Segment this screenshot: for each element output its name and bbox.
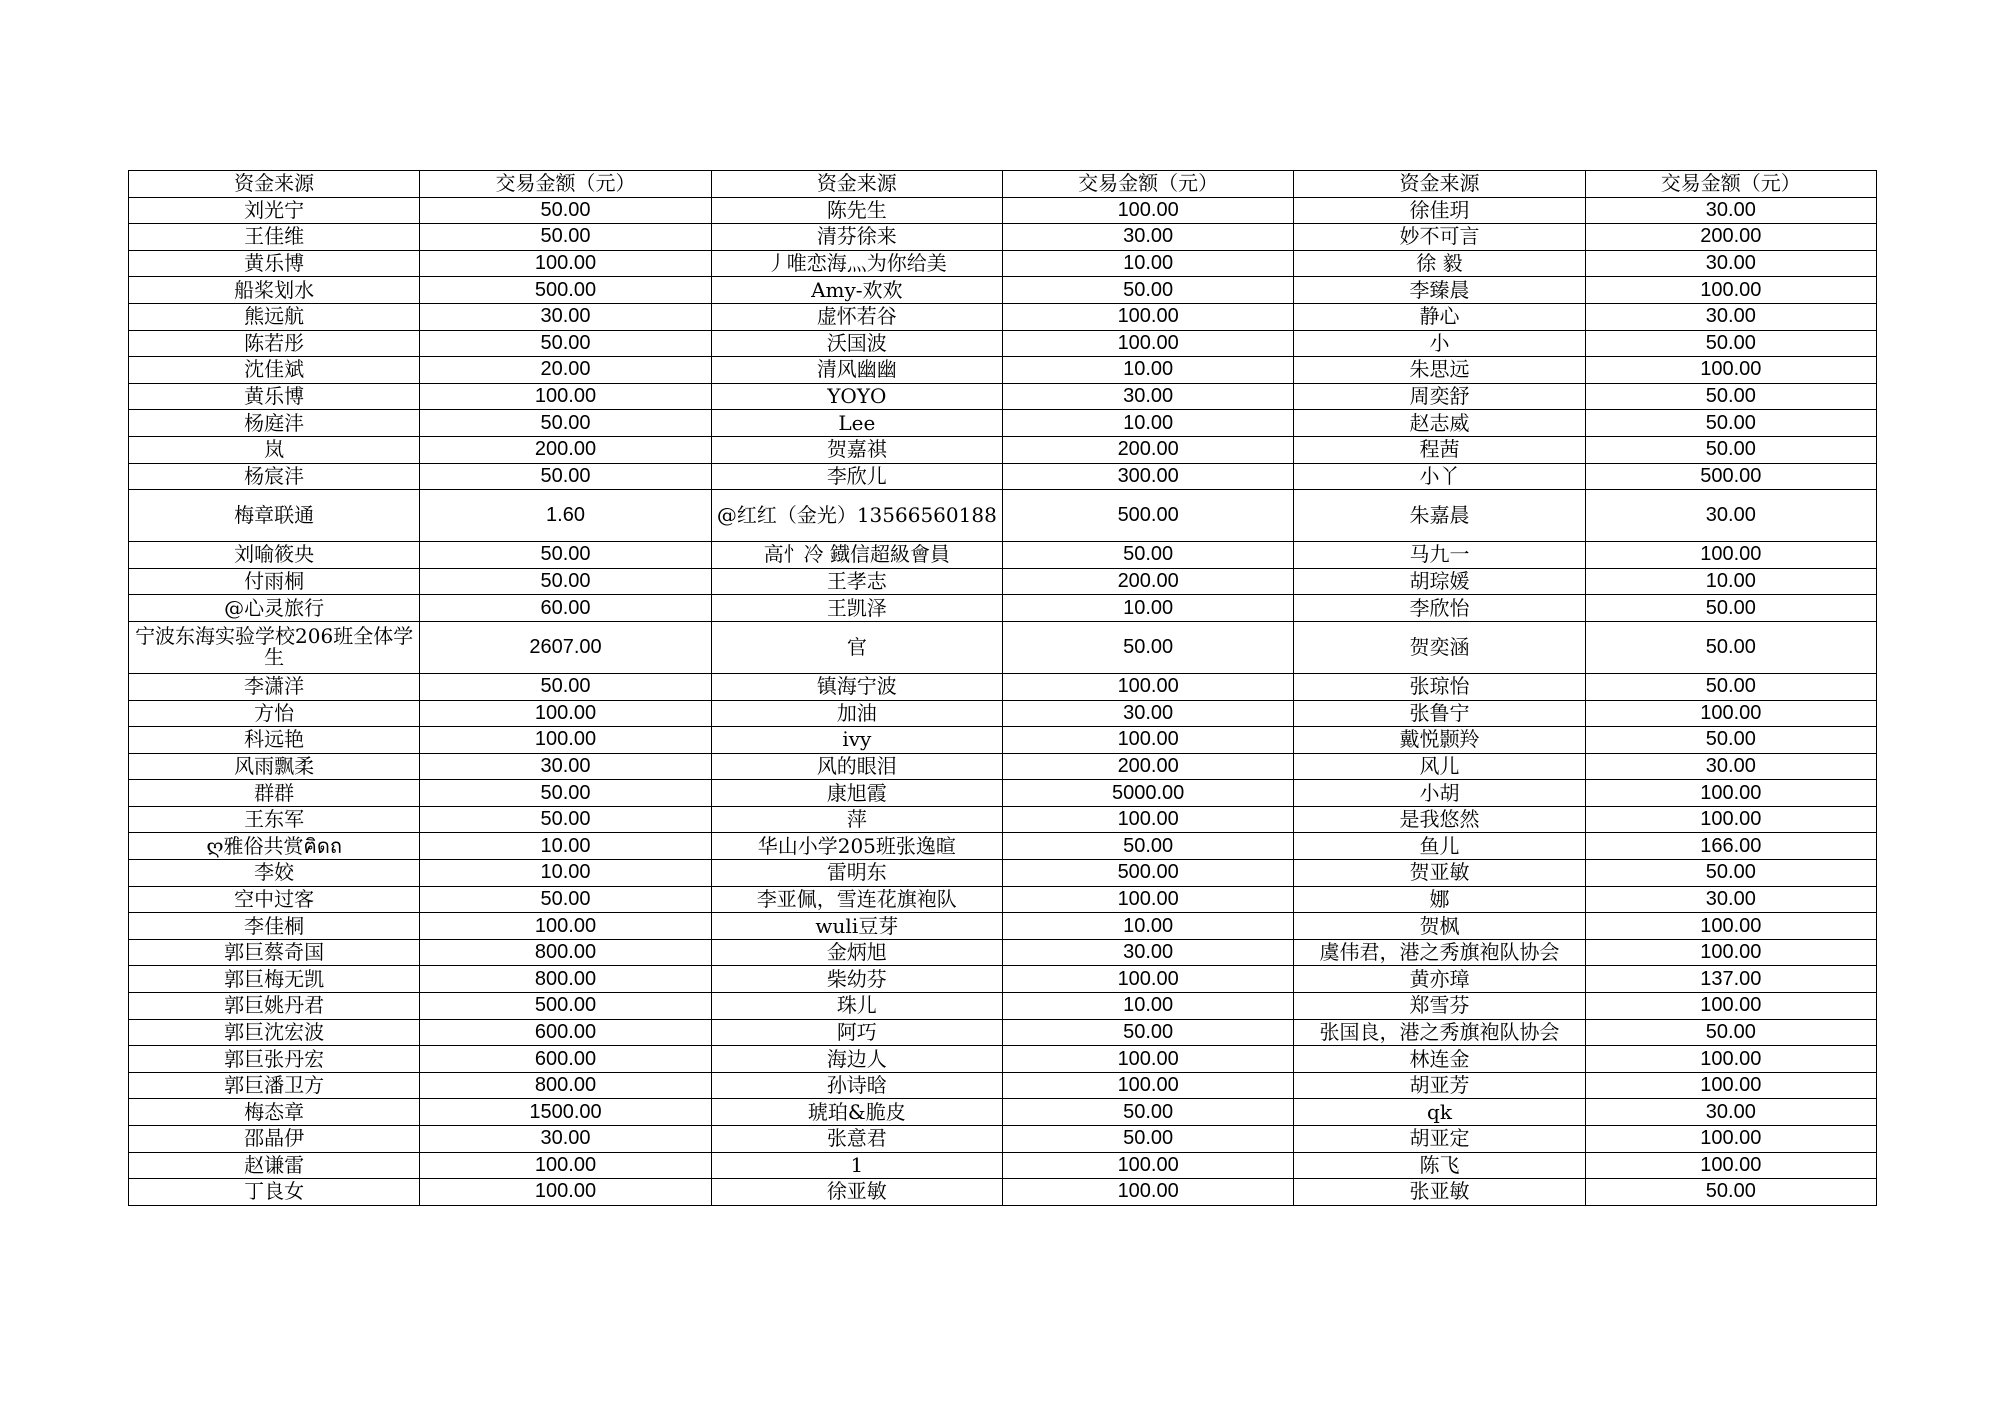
source-cell: 李欣儿: [711, 463, 1002, 490]
amount-cell: 20.00: [420, 357, 711, 384]
table-row: [129, 727, 1877, 754]
amount-cell: 50.00: [1585, 621, 1876, 673]
source-cell: 胡琮媛: [1294, 568, 1585, 595]
source-cell: 黄乐博: [129, 383, 420, 410]
amount-cell: 30.00: [420, 1126, 711, 1153]
amount-cell: 100.00: [1002, 673, 1293, 700]
amount-cell: 50.00: [1585, 727, 1876, 754]
source-cell: 陈若彤: [129, 330, 420, 357]
source-cell: ღ雅俗共赏ฅิดถ: [129, 833, 420, 860]
source-cell: 妙不可言: [1294, 224, 1585, 251]
table-row: [129, 303, 1877, 330]
source-cell: 陈飞: [1294, 1152, 1585, 1179]
amount-cell: 30.00: [1002, 383, 1293, 410]
source-cell: 马九一: [1294, 542, 1585, 569]
source-cell: 朱思远: [1294, 357, 1585, 384]
source-cell: 康旭霞: [711, 780, 1002, 807]
source-cell: 海边人: [711, 1046, 1002, 1073]
header-row: [129, 171, 1877, 198]
table-row: [129, 224, 1877, 251]
amount-cell: 100.00: [1585, 1046, 1876, 1073]
source-cell: 李潇洋: [129, 673, 420, 700]
source-cell: 风儿: [1294, 753, 1585, 780]
amount-cell: 300.00: [1002, 463, 1293, 490]
source-cell: 孙诗晗: [711, 1072, 1002, 1099]
table-row: [129, 1126, 1877, 1153]
amount-cell: 60.00: [420, 595, 711, 622]
table-row: [129, 277, 1877, 304]
amount-cell: 30.00: [420, 303, 711, 330]
amount-cell: 30.00: [420, 753, 711, 780]
source-cell: 群群: [129, 780, 420, 807]
source-cell: 科远艳: [129, 727, 420, 754]
table-row: [129, 410, 1877, 437]
table-row: [129, 490, 1877, 542]
amount-cell: 50.00: [1585, 1019, 1876, 1046]
source-cell: @红红（金光）13566560188: [711, 490, 1002, 542]
amount-cell: 30.00: [1002, 939, 1293, 966]
amount-cell: 10.00: [1002, 913, 1293, 940]
amount-cell: 100.00: [420, 700, 711, 727]
amount-cell: 5000.00: [1002, 780, 1293, 807]
table-row: [129, 913, 1877, 940]
source-cell: 李佳桐: [129, 913, 420, 940]
amount-cell: 100.00: [1585, 1152, 1876, 1179]
amount-cell: 100.00: [1002, 1072, 1293, 1099]
source-cell: 风的眼泪: [711, 753, 1002, 780]
amount-cell: 100.00: [1002, 330, 1293, 357]
source-cell: 杨宸沣: [129, 463, 420, 490]
table-row: [129, 939, 1877, 966]
amount-cell: 50.00: [420, 410, 711, 437]
source-cell: 华山小学205班张逸暄: [711, 833, 1002, 860]
amount-cell: 10.00: [1002, 595, 1293, 622]
source-cell: 张亚敏: [1294, 1179, 1585, 1206]
amount-cell: 100.00: [1585, 780, 1876, 807]
source-cell: 柴幼芬: [711, 966, 1002, 993]
source-cell: 李欣怡: [1294, 595, 1585, 622]
amount-cell: 100.00: [1585, 939, 1876, 966]
amount-cell: 10.00: [420, 860, 711, 887]
amount-cell: 200.00: [1002, 436, 1293, 463]
amount-cell: 50.00: [420, 780, 711, 807]
header-cell: 交易金额（元）: [1002, 171, 1293, 198]
amount-cell: 50.00: [1002, 1019, 1293, 1046]
table-row: [129, 860, 1877, 887]
source-cell: 娜: [1294, 886, 1585, 913]
amount-cell: 500.00: [1002, 490, 1293, 542]
amount-cell: 200.00: [1585, 224, 1876, 251]
table-row: [129, 621, 1877, 673]
source-cell: 王东军: [129, 806, 420, 833]
amount-cell: 50.00: [420, 224, 711, 251]
table-row: [129, 1179, 1877, 1206]
source-cell: 朱嘉晨: [1294, 490, 1585, 542]
source-cell: 张意君: [711, 1126, 1002, 1153]
amount-cell: 50.00: [1002, 542, 1293, 569]
amount-cell: 100.00: [1585, 1126, 1876, 1153]
table-row: [129, 250, 1877, 277]
header-cell: 资金来源: [129, 171, 420, 198]
header-cell: 资金来源: [711, 171, 1002, 198]
source-cell: 阿巧: [711, 1019, 1002, 1046]
amount-cell: 50.00: [1585, 410, 1876, 437]
source-cell: YOYO: [711, 383, 1002, 410]
source-cell: 官: [711, 621, 1002, 673]
source-cell: ivy: [711, 727, 1002, 754]
amount-cell: 30.00: [1585, 303, 1876, 330]
source-cell: 徐 毅: [1294, 250, 1585, 277]
source-cell: 船桨划水: [129, 277, 420, 304]
amount-cell: 50.00: [420, 568, 711, 595]
table-row: [129, 993, 1877, 1020]
source-cell: 杨庭沣: [129, 410, 420, 437]
amount-cell: 800.00: [420, 939, 711, 966]
source-cell: 静心: [1294, 303, 1585, 330]
amount-cell: 50.00: [1585, 1179, 1876, 1206]
amount-cell: 50.00: [1002, 1126, 1293, 1153]
source-cell: 空中过客: [129, 886, 420, 913]
amount-cell: 10.00: [1002, 250, 1293, 277]
source-cell: 刘喻筱央: [129, 542, 420, 569]
source-cell: 付雨桐: [129, 568, 420, 595]
amount-cell: 100.00: [420, 1152, 711, 1179]
source-cell: @心灵旅行: [129, 595, 420, 622]
amount-cell: 2607.00: [420, 621, 711, 673]
source-cell: 李亚佩，雪连花旗袍队: [711, 886, 1002, 913]
source-cell: 小胡: [1294, 780, 1585, 807]
source-cell: 高忄冷 鐡信超級會員: [711, 542, 1002, 569]
amount-cell: 10.00: [1585, 568, 1876, 595]
table-row: [129, 1072, 1877, 1099]
table-row: [129, 436, 1877, 463]
amount-cell: 500.00: [420, 993, 711, 1020]
source-cell: 沃国波: [711, 330, 1002, 357]
source-cell: 贺嘉祺: [711, 436, 1002, 463]
amount-cell: 100.00: [1002, 1152, 1293, 1179]
amount-cell: 50.00: [420, 806, 711, 833]
amount-cell: 50.00: [1585, 673, 1876, 700]
amount-cell: 100.00: [1585, 913, 1876, 940]
source-cell: 1: [711, 1152, 1002, 1179]
source-cell: 虚怀若谷: [711, 303, 1002, 330]
source-cell: 郭巨姚丹君: [129, 993, 420, 1020]
amount-cell: 600.00: [420, 1019, 711, 1046]
table-row: [129, 1046, 1877, 1073]
source-cell: qk: [1294, 1099, 1585, 1126]
source-cell: 金炳旭: [711, 939, 1002, 966]
source-cell: Amy-欢欢: [711, 277, 1002, 304]
table-row: [129, 780, 1877, 807]
source-cell: 郭巨梅无凯: [129, 966, 420, 993]
amount-cell: 100.00: [1585, 357, 1876, 384]
amount-cell: 800.00: [420, 966, 711, 993]
source-cell: 虞伟君，港之秀旗袍队协会: [1294, 939, 1585, 966]
source-cell: 小丫: [1294, 463, 1585, 490]
table-row: [129, 463, 1877, 490]
amount-cell: 100.00: [1585, 542, 1876, 569]
source-cell: 清芬徐来: [711, 224, 1002, 251]
amount-cell: 50.00: [1002, 1099, 1293, 1126]
amount-cell: 30.00: [1585, 886, 1876, 913]
source-cell: 风雨飘柔: [129, 753, 420, 780]
amount-cell: 100.00: [420, 727, 711, 754]
table-row: [129, 383, 1877, 410]
source-cell: 王凯泽: [711, 595, 1002, 622]
source-cell: 沈佳斌: [129, 357, 420, 384]
amount-cell: 50.00: [420, 197, 711, 224]
source-cell: 清风幽幽: [711, 357, 1002, 384]
amount-cell: 100.00: [1002, 1179, 1293, 1206]
table-row: [129, 1152, 1877, 1179]
amount-cell: 30.00: [1585, 197, 1876, 224]
source-cell: 王佳维: [129, 224, 420, 251]
amount-cell: 50.00: [1002, 621, 1293, 673]
amount-cell: 30.00: [1585, 250, 1876, 277]
amount-cell: 30.00: [1002, 700, 1293, 727]
source-cell: 是我悠然: [1294, 806, 1585, 833]
source-cell: 贺枫: [1294, 913, 1585, 940]
amount-cell: 500.00: [1002, 860, 1293, 887]
source-cell: Lee: [711, 410, 1002, 437]
source-cell: 刘光宁: [129, 197, 420, 224]
amount-cell: 166.00: [1585, 833, 1876, 860]
source-cell: 丿唯恋海灬为你给美: [711, 250, 1002, 277]
source-cell: 雷明东: [711, 860, 1002, 887]
amount-cell: 100.00: [1585, 806, 1876, 833]
table-row: [129, 197, 1877, 224]
source-cell: 胡亚定: [1294, 1126, 1585, 1153]
amount-cell: 10.00: [1002, 993, 1293, 1020]
source-cell: 赵志威: [1294, 410, 1585, 437]
source-cell: wuli豆芽: [711, 913, 1002, 940]
amount-cell: 137.00: [1585, 966, 1876, 993]
source-cell: 张鲁宁: [1294, 700, 1585, 727]
source-cell: 胡亚芳: [1294, 1072, 1585, 1099]
table-row: [129, 595, 1877, 622]
table-row: [129, 568, 1877, 595]
amount-cell: 200.00: [420, 436, 711, 463]
amount-cell: 50.00: [1585, 436, 1876, 463]
table-row: [129, 1099, 1877, 1126]
amount-cell: 100.00: [1002, 886, 1293, 913]
donation-sheet: [128, 170, 1876, 1206]
source-cell: 贺奕涵: [1294, 621, 1585, 673]
amount-cell: 50.00: [420, 463, 711, 490]
amount-cell: 50.00: [1585, 595, 1876, 622]
amount-cell: 100.00: [1002, 966, 1293, 993]
amount-cell: 100.00: [1002, 727, 1293, 754]
table-row: [129, 330, 1877, 357]
table-row: [129, 542, 1877, 569]
amount-cell: 50.00: [1002, 833, 1293, 860]
source-cell: 戴悦颢羚: [1294, 727, 1585, 754]
source-cell: 郭巨沈宏波: [129, 1019, 420, 1046]
amount-cell: 100.00: [1585, 1072, 1876, 1099]
source-cell: 林连金: [1294, 1046, 1585, 1073]
amount-cell: 50.00: [1585, 330, 1876, 357]
amount-cell: 200.00: [1002, 753, 1293, 780]
source-cell: 张国良，港之秀旗袍队协会: [1294, 1019, 1585, 1046]
source-cell: 岚: [129, 436, 420, 463]
source-cell: 王孝志: [711, 568, 1002, 595]
source-cell: 镇海宁波: [711, 673, 1002, 700]
amount-cell: 30.00: [1585, 490, 1876, 542]
amount-cell: 600.00: [420, 1046, 711, 1073]
table-row: [129, 700, 1877, 727]
source-cell: 陈先生: [711, 197, 1002, 224]
amount-cell: 1.60: [420, 490, 711, 542]
source-cell: 徐佳玥: [1294, 197, 1585, 224]
source-cell: 黄亦璋: [1294, 966, 1585, 993]
amount-cell: 100.00: [1585, 700, 1876, 727]
header-cell: 资金来源: [1294, 171, 1585, 198]
amount-cell: 10.00: [420, 833, 711, 860]
source-cell: 梅态章: [129, 1099, 420, 1126]
source-cell: 程茜: [1294, 436, 1585, 463]
table-row: [129, 966, 1877, 993]
amount-cell: 500.00: [420, 277, 711, 304]
amount-cell: 50.00: [420, 886, 711, 913]
table-row: [129, 357, 1877, 384]
amount-cell: 100.00: [1585, 993, 1876, 1020]
amount-cell: 100.00: [1002, 303, 1293, 330]
amount-cell: 100.00: [420, 913, 711, 940]
amount-cell: 100.00: [420, 1179, 711, 1206]
amount-cell: 50.00: [420, 673, 711, 700]
amount-cell: 100.00: [1002, 197, 1293, 224]
source-cell: 周奕舒: [1294, 383, 1585, 410]
amount-cell: 30.00: [1585, 1099, 1876, 1126]
table-row: [129, 806, 1877, 833]
source-cell: 小: [1294, 330, 1585, 357]
source-cell: 丁良女: [129, 1179, 420, 1206]
table-row: [129, 833, 1877, 860]
source-cell: 郭巨蔡奇国: [129, 939, 420, 966]
header-cell: 交易金额（元）: [420, 171, 711, 198]
donation-table: [128, 170, 1877, 1206]
source-cell: 珠儿: [711, 993, 1002, 1020]
amount-cell: 100.00: [420, 383, 711, 410]
amount-cell: 30.00: [1585, 753, 1876, 780]
source-cell: 方怡: [129, 700, 420, 727]
source-cell: 李姣: [129, 860, 420, 887]
amount-cell: 800.00: [420, 1072, 711, 1099]
amount-cell: 10.00: [1002, 410, 1293, 437]
amount-cell: 50.00: [1002, 277, 1293, 304]
source-cell: 梅章联通: [129, 490, 420, 542]
source-cell: 鱼儿: [1294, 833, 1585, 860]
source-cell: 赵谦雷: [129, 1152, 420, 1179]
source-cell: 黄乐博: [129, 250, 420, 277]
amount-cell: 50.00: [1585, 383, 1876, 410]
amount-cell: 30.00: [1002, 224, 1293, 251]
amount-cell: 100.00: [420, 250, 711, 277]
source-cell: 贺亚敏: [1294, 860, 1585, 887]
amount-cell: 10.00: [1002, 357, 1293, 384]
amount-cell: 50.00: [420, 542, 711, 569]
amount-cell: 200.00: [1002, 568, 1293, 595]
source-cell: 郭巨张丹宏: [129, 1046, 420, 1073]
source-cell: 郭巨潘卫方: [129, 1072, 420, 1099]
source-cell: 琥珀&脆皮: [711, 1099, 1002, 1126]
header-cell: 交易金额（元）: [1585, 171, 1876, 198]
source-cell: 萍: [711, 806, 1002, 833]
source-cell: 徐亚敏: [711, 1179, 1002, 1206]
amount-cell: 100.00: [1585, 277, 1876, 304]
source-cell: 李臻晨: [1294, 277, 1585, 304]
source-cell: 加油: [711, 700, 1002, 727]
table-row: [129, 886, 1877, 913]
amount-cell: 100.00: [1002, 1046, 1293, 1073]
table-row: [129, 1019, 1877, 1046]
table-row: [129, 673, 1877, 700]
amount-cell: 100.00: [1002, 806, 1293, 833]
source-cell: 熊远航: [129, 303, 420, 330]
amount-cell: 50.00: [420, 330, 711, 357]
source-cell: 郑雪芬: [1294, 993, 1585, 1020]
amount-cell: 1500.00: [420, 1099, 711, 1126]
amount-cell: 50.00: [1585, 860, 1876, 887]
source-cell: 张琼怡: [1294, 673, 1585, 700]
source-cell: 邵晶伊: [129, 1126, 420, 1153]
source-cell: 宁波东海实验学校206班全体学生: [129, 621, 420, 673]
amount-cell: 500.00: [1585, 463, 1876, 490]
table-row: [129, 753, 1877, 780]
